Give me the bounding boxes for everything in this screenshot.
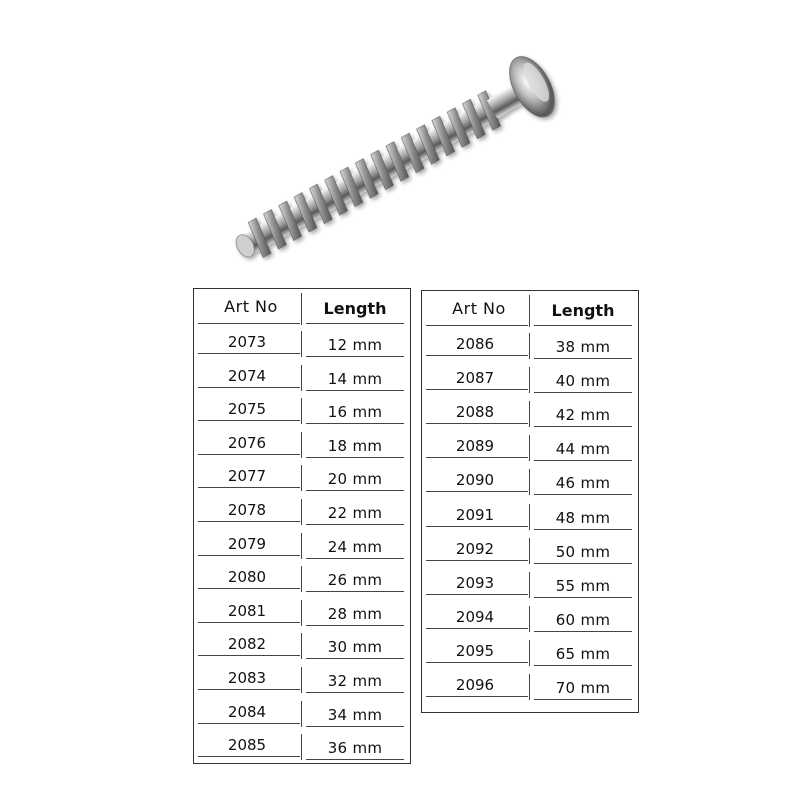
length-cell: 12 mm — [327, 336, 383, 354]
column-divider — [301, 465, 302, 491]
length-cell: 65 mm — [555, 644, 611, 663]
cell-underline — [426, 526, 528, 527]
table-row — [422, 331, 638, 361]
cell-underline — [426, 696, 528, 697]
art-no-cell: 2082 — [227, 635, 267, 654]
cell-underline — [534, 494, 632, 495]
length-cell: 18 mm — [327, 436, 383, 455]
length-cell: 30 mm — [327, 638, 383, 657]
column-divider — [301, 600, 302, 626]
column-divider — [529, 333, 530, 359]
cell-underline — [198, 487, 300, 488]
length-cell: 20 mm — [327, 470, 383, 489]
cell-underline — [426, 628, 528, 629]
cell-underline — [198, 655, 300, 656]
column-divider — [301, 293, 302, 325]
art-no-cell: 2075 — [227, 400, 267, 419]
table-row — [194, 463, 410, 493]
art-no-cell: 2074 — [227, 366, 267, 385]
length-cell: 46 mm — [555, 474, 611, 493]
cell-underline — [198, 454, 300, 455]
length-cell: 34 mm — [327, 705, 383, 724]
cell-underline — [534, 597, 632, 598]
length-cell: 40 mm — [555, 372, 611, 391]
column-divider — [301, 365, 302, 391]
column-header-length: Length — [323, 299, 387, 318]
cell-underline — [306, 457, 404, 458]
cell-underline — [426, 355, 528, 356]
column-divider — [529, 504, 530, 530]
length-cell: 48 mm — [555, 508, 611, 527]
table-row — [422, 467, 638, 497]
table-row — [422, 638, 638, 668]
table-row — [194, 665, 410, 695]
art-no-cell: 2087 — [455, 369, 495, 388]
art-no-cell: 2091 — [455, 505, 495, 524]
cell-underline — [198, 521, 300, 522]
column-header-art-no: Art No — [452, 299, 506, 318]
length-cell: 42 mm — [555, 406, 611, 425]
column-divider — [301, 701, 302, 727]
table-row — [422, 672, 638, 702]
cell-underline — [534, 325, 632, 326]
column-divider — [301, 566, 302, 592]
column-divider — [529, 367, 530, 393]
column-divider — [301, 734, 302, 760]
table-header — [194, 289, 410, 329]
table-row — [194, 732, 410, 762]
cell-underline — [198, 387, 300, 388]
cell-underline — [534, 631, 632, 632]
table-row — [194, 329, 410, 359]
cell-underline — [198, 622, 300, 623]
art-no-cell: 2079 — [227, 534, 267, 553]
column-divider — [301, 533, 302, 559]
table-row — [422, 433, 638, 463]
cell-underline — [306, 524, 404, 525]
art-no-cell: 2084 — [227, 702, 267, 721]
length-cell: 14 mm — [327, 369, 383, 388]
table-row — [194, 699, 410, 729]
table-row — [194, 430, 410, 460]
table-row — [194, 497, 410, 527]
column-divider — [301, 667, 302, 693]
cell-underline — [426, 491, 528, 492]
cell-underline — [426, 457, 528, 458]
length-cell: 32 mm — [327, 672, 383, 690]
cancellous-bone-screw-icon — [205, 45, 595, 275]
art-no-cell: 2090 — [455, 471, 495, 490]
cell-underline — [306, 759, 404, 760]
cell-underline — [306, 658, 404, 659]
article-length-table-2 — [421, 290, 639, 713]
cell-underline — [306, 356, 404, 357]
table-row — [422, 502, 638, 532]
cell-underline — [534, 392, 632, 393]
art-no-cell: 2096 — [455, 676, 495, 694]
art-no-cell: 2094 — [455, 607, 495, 626]
cell-underline — [534, 529, 632, 530]
length-cell: 28 mm — [327, 604, 383, 623]
cell-underline — [306, 390, 404, 391]
column-divider — [301, 398, 302, 424]
table-row — [194, 363, 410, 393]
column-header-art-no: Art No — [224, 297, 278, 316]
cell-underline — [198, 689, 300, 690]
cell-underline — [198, 723, 300, 724]
column-divider — [529, 606, 530, 632]
art-no-cell: 2080 — [227, 568, 267, 587]
article-length-table-1 — [193, 288, 411, 764]
column-divider — [529, 401, 530, 427]
art-no-cell: 2077 — [227, 467, 267, 486]
art-no-cell: 2093 — [455, 573, 495, 592]
cell-underline — [306, 323, 404, 324]
cell-underline — [534, 358, 632, 359]
length-cell: 24 mm — [327, 537, 383, 556]
length-cell: 36 mm — [327, 739, 383, 758]
column-divider — [529, 469, 530, 495]
cell-underline — [426, 560, 528, 561]
art-no-cell: 2085 — [227, 736, 267, 755]
art-no-cell: 2088 — [455, 403, 495, 422]
table-row — [422, 536, 638, 566]
table-row — [194, 598, 410, 628]
cell-underline — [534, 460, 632, 461]
art-no-cell: 2081 — [227, 601, 267, 620]
cell-underline — [534, 699, 632, 700]
length-cell: 60 mm — [555, 610, 611, 629]
table-row — [194, 564, 410, 594]
cell-underline — [306, 726, 404, 727]
art-no-cell: 2092 — [455, 539, 495, 558]
art-no-cell: 2089 — [455, 437, 495, 456]
art-no-cell: 2073 — [227, 333, 267, 351]
column-divider — [529, 435, 530, 461]
table-row — [422, 604, 638, 634]
cell-underline — [306, 591, 404, 592]
art-no-cell: 2083 — [227, 669, 267, 687]
cell-underline — [306, 692, 404, 693]
column-divider — [301, 331, 302, 357]
column-divider — [529, 295, 530, 327]
table-row — [194, 396, 410, 426]
cell-underline — [534, 665, 632, 666]
art-no-cell: 2095 — [455, 641, 495, 660]
column-header-length: Length — [551, 301, 615, 320]
cell-underline — [426, 325, 528, 326]
column-divider — [529, 538, 530, 564]
length-cell: 38 mm — [555, 338, 611, 356]
length-cell: 70 mm — [555, 679, 611, 697]
table-row — [194, 531, 410, 561]
length-cell: 44 mm — [555, 440, 611, 459]
length-cell: 55 mm — [555, 576, 611, 595]
table-header — [422, 291, 638, 331]
cell-underline — [306, 423, 404, 424]
cell-underline — [198, 323, 300, 324]
cell-underline — [306, 558, 404, 559]
cell-underline — [306, 625, 404, 626]
cell-underline — [198, 353, 300, 354]
length-cell: 16 mm — [327, 403, 383, 422]
column-divider — [529, 572, 530, 598]
column-divider — [301, 499, 302, 525]
length-cell: 50 mm — [555, 542, 611, 561]
table-row — [194, 631, 410, 661]
cell-underline — [426, 423, 528, 424]
art-no-cell: 2078 — [227, 501, 267, 519]
column-divider — [529, 640, 530, 666]
cell-underline — [306, 490, 404, 491]
table-row — [422, 570, 638, 600]
table-row — [422, 365, 638, 395]
cell-underline — [534, 426, 632, 427]
table-row — [422, 399, 638, 429]
column-divider — [301, 432, 302, 458]
art-no-cell: 2076 — [227, 433, 267, 452]
cell-underline — [426, 389, 528, 390]
column-divider — [301, 633, 302, 659]
cell-underline — [534, 563, 632, 564]
column-divider — [529, 674, 530, 700]
length-cell: 26 mm — [327, 571, 383, 590]
art-no-cell: 2086 — [455, 335, 495, 353]
length-cell: 22 mm — [327, 504, 383, 522]
cell-underline — [198, 756, 300, 757]
cell-underline — [198, 588, 300, 589]
cell-underline — [198, 420, 300, 421]
cell-underline — [426, 594, 528, 595]
cell-underline — [426, 662, 528, 663]
cell-underline — [198, 555, 300, 556]
